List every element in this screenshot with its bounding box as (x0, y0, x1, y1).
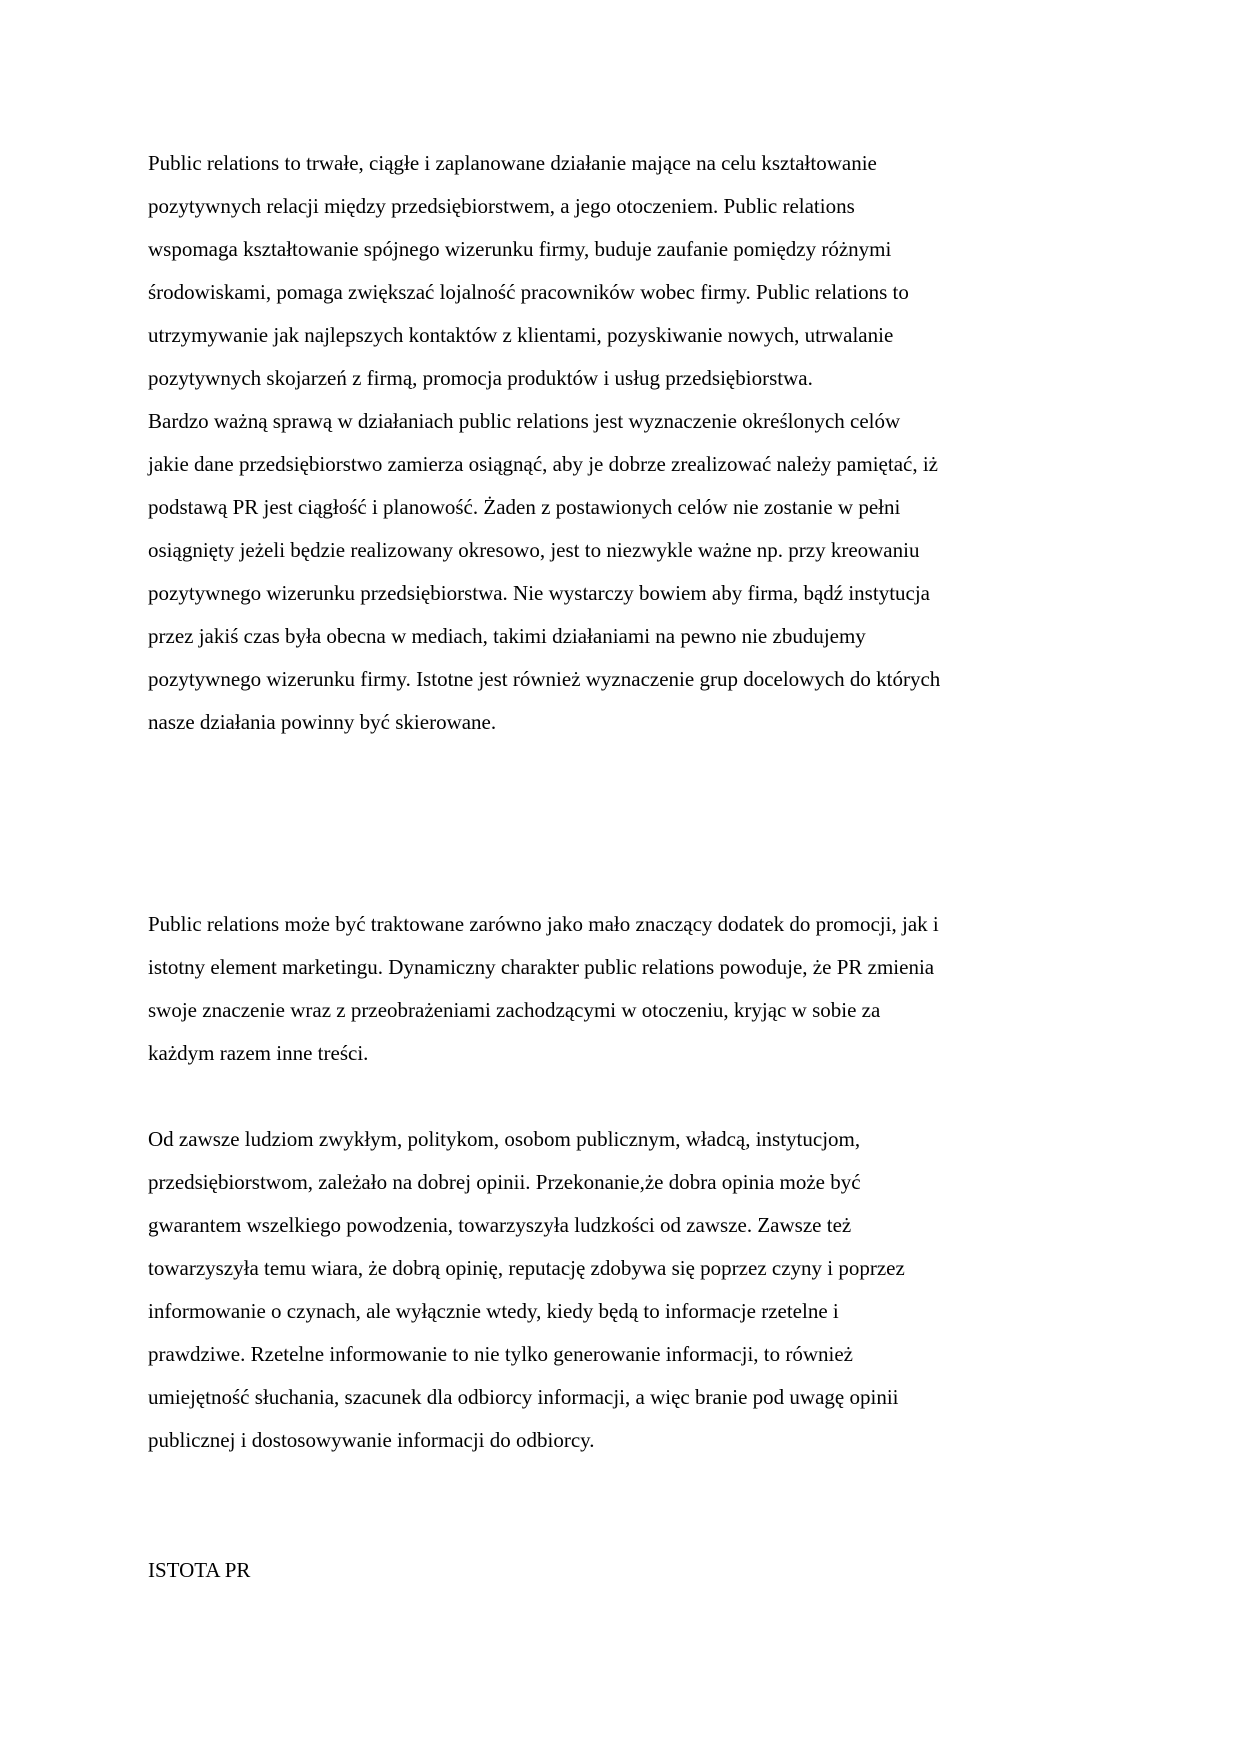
text-line: publicznej i dostosowywanie informacji do odbiorcy. (148, 1428, 595, 1452)
text-line: umiejętność słuchania, szacunek dla odbiorcy informacji, a więc branie pod uwagę opinii (148, 1385, 899, 1409)
section-heading: ISTOTA PR (148, 1558, 251, 1582)
text-line: informowanie o czynach, ale wyłącznie wtedy, kiedy będą to informacje rzetelne i (148, 1299, 839, 1323)
text-line: przez jakiś czas była obecna w mediach, takimi działaniami na pewno nie zbudujemy (148, 624, 866, 648)
text-line: przedsiębiorstwom, zależało na dobrej opinii. Przekonanie,że dobra opinia może być (148, 1170, 861, 1194)
text-line: swoje znaczenie wraz z przeobrażeniami zachodzącymi w otoczeniu, kryjąc w sobie za (148, 998, 881, 1022)
text-line: środowiskami, pomaga zwiększać lojalność pracowników wobec firmy. Public relations to (148, 280, 909, 304)
text-line: jakie dane przedsiębiorstwo zamierza osiągnąć, aby je dobrze zrealizować należy pamiętać, iż (148, 452, 939, 476)
text-line: towarzyszyła temu wiara, że dobrą opinię, reputację zdobywa się poprzez czyny i poprzez (148, 1256, 905, 1280)
text-line: Od zawsze ludziom zwykłym, politykom, osobom publicznym, władcą, instytucjom, (148, 1127, 861, 1151)
text-line: osiągnięty jeżeli będzie realizowany okresowo, jest to niezwykle ważne np. przy kreowaniu (148, 538, 920, 562)
text-line: nasze działania powinny być skierowane. (148, 710, 497, 734)
text-line: Bardzo ważną sprawą w działaniach public relations jest wyznaczenie określonych celów (148, 409, 901, 433)
text-line: wspomaga kształtowanie spójnego wizerunku firmy, buduje zaufanie pomiędzy różnymi (148, 237, 892, 261)
text-line: gwarantem wszelkiego powodzenia, towarzyszyła ludzkości od zawsze. Zawsze też (148, 1213, 852, 1237)
text-line: każdym razem inne treści. (148, 1041, 369, 1065)
text-line: podstawą PR jest ciągłość i planowość. Żaden z postawionych celów nie zostanie w pełni (148, 495, 901, 519)
text-line: pozytywnego wizerunku firmy. Istotne jest również wyznaczenie grup docelowych do których (148, 667, 941, 691)
text-line: pozytywnych skojarzeń z firmą, promocja produktów i usług przedsiębiorstwa. (148, 366, 813, 390)
text-line: Public relations może być traktowane zarówno jako mało znaczący dodatek do promocji, jak i (148, 912, 939, 936)
text-line: pozytywnych relacji między przedsiębiorstwem, a jego otoczeniem. Public relations (148, 194, 855, 218)
text-line: pozytywnego wizerunku przedsiębiorstwa. Nie wystarczy bowiem aby firma, bądź instytucja (148, 581, 931, 605)
text-line: prawdziwe. Rzetelne informowanie to nie tylko generowanie informacji, to również (148, 1342, 853, 1366)
text-line: utrzymywanie jak najlepszych kontaktów z klientami, pozyskiwanie nowych, utrwalanie (148, 323, 894, 347)
text-line: Public relations to trwałe, ciągłe i zaplanowane działanie mające na celu kształtowanie (148, 151, 877, 175)
text-line: istotny element marketingu. Dynamiczny charakter public relations powoduje, że PR zmienia (148, 955, 935, 979)
